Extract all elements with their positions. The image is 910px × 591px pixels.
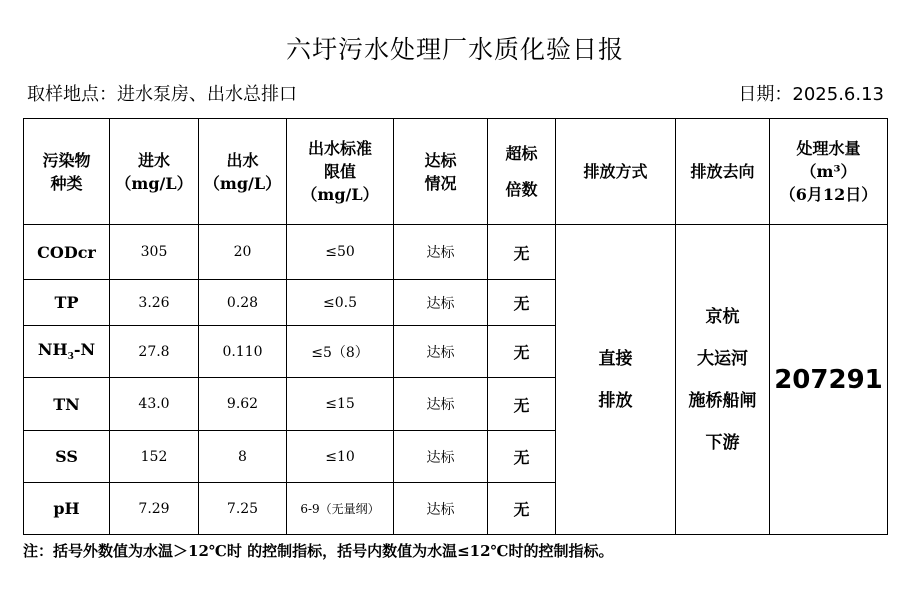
pollutant-name: TN — [24, 378, 110, 431]
status-value: 达标 — [394, 431, 488, 483]
header-direction: 排放去向 — [676, 119, 770, 225]
outflow-value: 8 — [199, 431, 287, 483]
outflow-value: 7.25 — [199, 483, 287, 535]
outflow-value: 20 — [199, 225, 287, 280]
limit-value: ≤50 — [287, 225, 394, 280]
table-row — [24, 225, 888, 280]
pollutant-name: SS — [24, 431, 110, 483]
exceed-value: 无 — [488, 378, 556, 431]
inflow-value: 43.0 — [110, 378, 199, 431]
header-inflow: 进水 （mg/L） — [110, 119, 199, 225]
limit-value: ≤10 — [287, 431, 394, 483]
exceed-value: 无 — [488, 326, 556, 378]
limit-value: ≤5（8） — [287, 326, 394, 378]
exceed-value: 无 — [488, 280, 556, 326]
discharge-direction: 京杭 大运河 施桥船闸 下游 — [676, 225, 770, 535]
header-method: 排放方式 — [556, 119, 676, 225]
inflow-value: 305 — [110, 225, 199, 280]
pollutant-name: TP — [24, 280, 110, 326]
outflow-value: 0.28 — [199, 280, 287, 326]
exceed-value: 无 — [488, 483, 556, 535]
status-value: 达标 — [394, 280, 488, 326]
header-status: 达标 情况 — [394, 119, 488, 225]
status-value: 达标 — [394, 378, 488, 431]
outflow-value: 9.62 — [199, 378, 287, 431]
header-exceed: 超标 倍数 — [488, 119, 556, 225]
treated-volume: 207291 — [770, 225, 888, 535]
water-quality-table — [23, 118, 888, 535]
limit-value: ≤0.5 — [287, 280, 394, 326]
header-row — [24, 119, 888, 225]
outflow-value: 0.110 — [199, 326, 287, 378]
pollutant-name: CODcr — [24, 225, 110, 280]
footnote: 注：括号外数值为水温＞12℃时 的控制指标，括号内数值为水温≤12℃时的控制指标。 — [23, 542, 614, 560]
inflow-value: 7.29 — [110, 483, 199, 535]
inflow-value: 152 — [110, 431, 199, 483]
header-limit: 出水标准 限值 （mg/L） — [287, 119, 394, 225]
discharge-method: 直接 排放 — [556, 225, 676, 535]
pollutant-name: $NH_3-N$ — [24, 326, 110, 378]
limit-value: 6-9（无量纲） — [287, 483, 394, 535]
exceed-value: 无 — [488, 225, 556, 280]
pollutant-name: pH — [24, 483, 110, 535]
header-outflow: 出水 （mg/L） — [199, 119, 287, 225]
limit-value: ≤15 — [287, 378, 394, 431]
exceed-value: 无 — [488, 431, 556, 483]
inflow-value: 3.26 — [110, 280, 199, 326]
inflow-value: 27.8 — [110, 326, 199, 378]
status-value: 达标 — [394, 326, 488, 378]
header-volume: 处理水量 （m³） （6月12日） — [770, 119, 888, 225]
report-date: 日期：2025.6.13 — [738, 84, 884, 105]
status-value: 达标 — [394, 483, 488, 535]
header-pollutant: 污染物 种类 — [24, 119, 110, 225]
sampling-location: 取样地点：进水泵房、出水总排口 — [27, 84, 297, 105]
report-title: 六圩污水处理厂水质化验日报 — [285, 35, 624, 64]
status-value: 达标 — [394, 225, 488, 280]
